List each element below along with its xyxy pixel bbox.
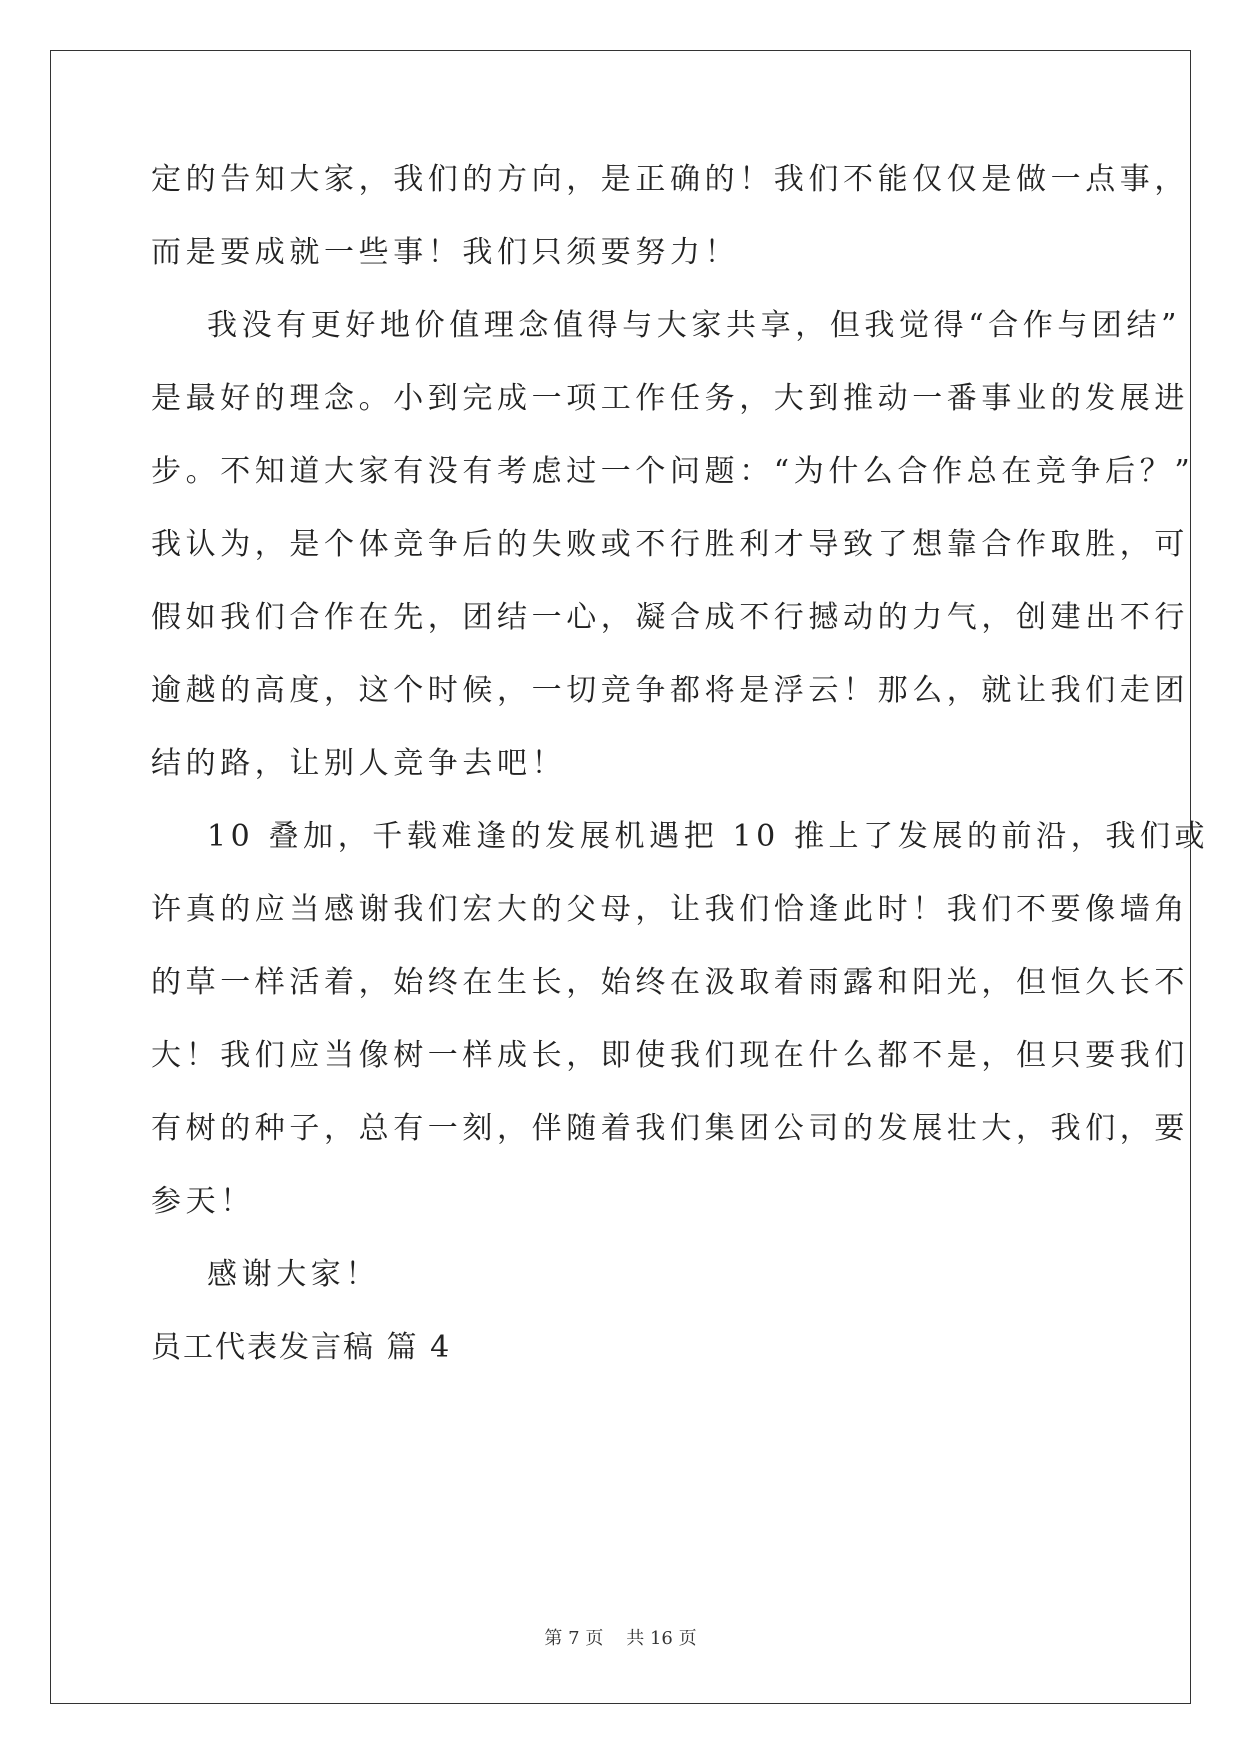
text-line: 步。不知道大家有没有考虑过一个问题：“为什么合作总在竞争后？” bbox=[151, 454, 1195, 489]
section-heading: 员工代表发言稿 篇 4 bbox=[151, 1330, 452, 1365]
text-line: 逾越的高度，这个时候，一切竞争都将是浮云！那么，就让我们走团 bbox=[151, 673, 1189, 708]
paragraph-start-line: 10 叠加，千载难逢的发展机遇把 10 推上了发展的前沿，我们或 bbox=[207, 819, 1210, 854]
text-line: 参天！ bbox=[151, 1184, 255, 1219]
page-number: 第 7 页 bbox=[544, 1628, 604, 1649]
closing-line: 感谢大家！ bbox=[207, 1257, 380, 1292]
page-total: 共 16 页 bbox=[626, 1628, 697, 1649]
paragraph-start-line: 我没有更好地价值理念值得与大家共享，但我觉得“合作与团结” bbox=[207, 308, 1182, 343]
text-line: 有树的种子，总有一刻，伴随着我们集团公司的发展壮大，我们，要 bbox=[151, 1111, 1189, 1146]
page-border bbox=[50, 50, 1191, 1704]
text-line: 而是要成就一些事！我们只须要努力！ bbox=[151, 235, 740, 270]
text-line: 我认为，是个体竞争后的失败或不行胜利才导致了想靠合作取胜，可 bbox=[151, 527, 1189, 562]
page-footer bbox=[0, 1627, 1241, 1651]
text-line: 的草一样活着，始终在生长，始终在汲取着雨露和阳光，但恒久长不 bbox=[151, 965, 1189, 1000]
text-line: 许真的应当感谢我们宏大的父母，让我们恰逢此时！我们不要像墙角 bbox=[151, 892, 1189, 927]
text-line: 定的告知大家，我们的方向，是正确的！我们不能仅仅是做一点事， bbox=[151, 162, 1189, 197]
text-line: 结的路，让别人竞争去吧！ bbox=[151, 746, 567, 781]
text-line: 假如我们合作在先，团结一心，凝合成不行撼动的力气，创建出不行 bbox=[151, 600, 1189, 635]
text-line: 大！我们应当像树一样成长，即使我们现在什么都不是，但只要我们 bbox=[151, 1038, 1189, 1073]
text-line: 是最好的理念。小到完成一项工作任务，大到推动一番事业的发展进 bbox=[151, 381, 1189, 416]
